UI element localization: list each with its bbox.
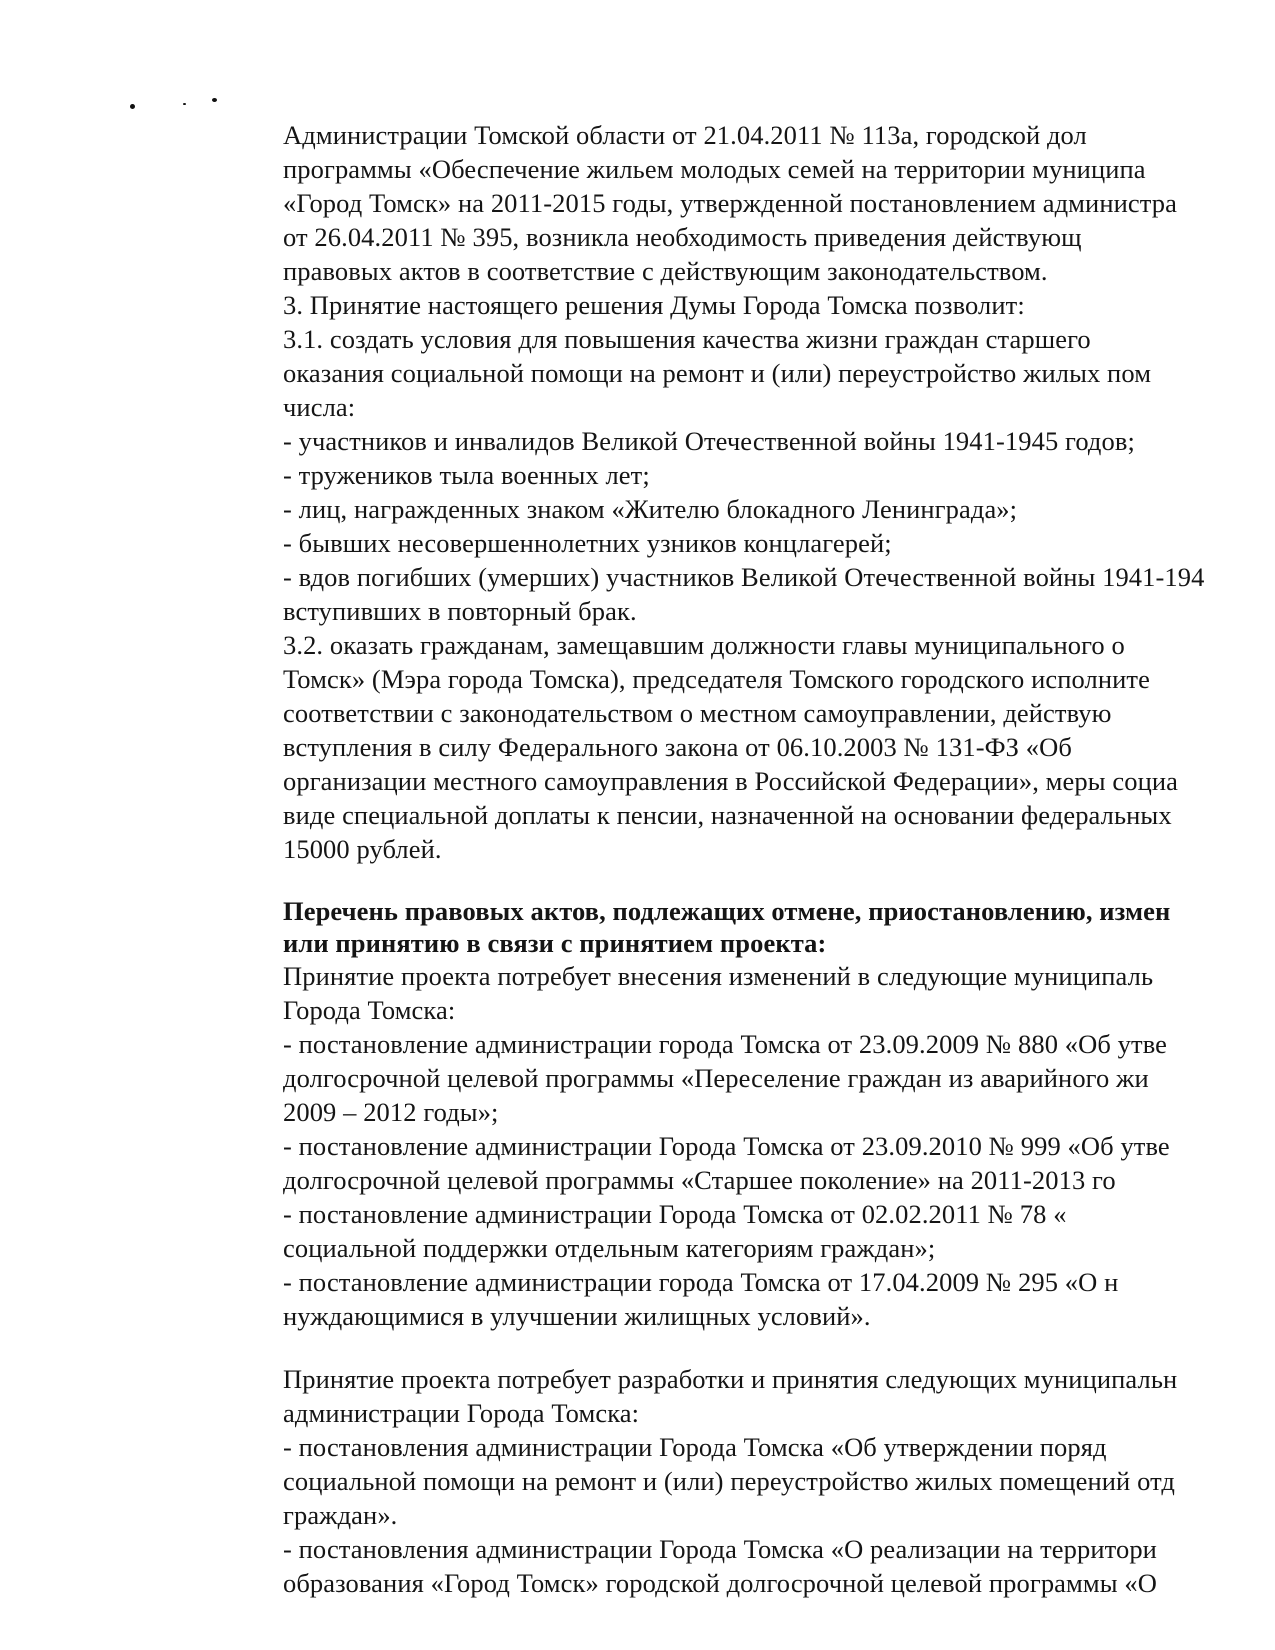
point-3: 3. Принятие настоящего решения Думы Города Томска позволит: bbox=[283, 290, 1025, 320]
new-act-item bbox=[283, 1532, 1275, 1600]
act-item bbox=[283, 1197, 1275, 1265]
text-line: Принятие проекта потребует внесения изменений в следующие муниципаль bbox=[283, 961, 1154, 991]
list-item: - бывших несовершеннолетних узников концлагерей; bbox=[283, 528, 892, 558]
point-3-1 bbox=[283, 322, 1275, 424]
text-line: 2009 – 2012 годы»; bbox=[283, 1097, 499, 1127]
scan-speck bbox=[183, 103, 186, 105]
text-line: организации местного самоуправления в Российской Федерации», меры социа bbox=[283, 766, 1179, 796]
text-line: Томск» (Мэра города Томска), председателя Томского городского исполните bbox=[283, 664, 1150, 694]
list-item: - участников и инвалидов Великой Отечественной войны 1941-1945 годов; bbox=[283, 426, 1135, 456]
paragraph-context bbox=[283, 118, 1275, 288]
text-line: соответствии с законодательством о местном самоуправлении, действую bbox=[283, 698, 1112, 728]
text-line: - постановление администрации Города Томска от 23.09.2010 № 999 «Об утве bbox=[283, 1131, 1170, 1161]
act-item bbox=[283, 1129, 1275, 1197]
text-line: 3.1. создать условия для повышения качества жизни граждан старшего bbox=[283, 324, 1091, 354]
heading-line: или принятию в связи с принятием проекта: bbox=[283, 928, 827, 958]
text-line: - постановления администрации Города Томска «Об утверждении поряд bbox=[283, 1432, 1107, 1462]
heading-line: Перечень правовых актов, подлежащих отмене, приостановлению, измен bbox=[283, 896, 1171, 926]
text-line: Города Томска: bbox=[283, 995, 456, 1025]
new-acts-intro bbox=[283, 1362, 1275, 1430]
text-line: администрации Города Томска: bbox=[283, 1398, 640, 1428]
spacer bbox=[283, 1333, 1275, 1362]
text-line: долгосрочной целевой программы «Переселение граждан из аварийного жи bbox=[283, 1063, 1149, 1093]
text-line: социальной помощи на ремонт и (или) переустройство жилых помещений отд bbox=[283, 1466, 1175, 1496]
text-line: - постановление администрации города Томска от 23.09.2009 № 880 «Об утве bbox=[283, 1029, 1168, 1059]
text-line: - постановление администрации Города Томска от 02.02.2011 № 78 « bbox=[283, 1199, 1067, 1229]
point-3-2 bbox=[283, 628, 1275, 866]
text-line: 3.2. оказать гражданам, замещавшим должности главы муниципального о bbox=[283, 630, 1125, 660]
text-line: числа: bbox=[283, 392, 356, 422]
spacer bbox=[283, 866, 1275, 895]
text-line: - постановление администрации города Томска от 17.04.2009 № 295 «О н bbox=[283, 1267, 1119, 1297]
text-line: образования «Город Томск» городской долгосрочной целевой программы «О bbox=[283, 1568, 1157, 1598]
list-item: - вдов погибших (умерших) участников Великой Отечественной войны 1941-194 bbox=[283, 562, 1205, 592]
act-item bbox=[283, 1265, 1275, 1333]
scan-speck bbox=[130, 104, 135, 109]
text-line: - постановления администрации Города Томска «О реализации на территори bbox=[283, 1534, 1157, 1564]
text-line: граждан». bbox=[283, 1500, 398, 1530]
scan-specks bbox=[125, 96, 235, 116]
text-line: долгосрочной целевой программы «Старшее поколение» на 2011-2013 го bbox=[283, 1165, 1116, 1195]
text-line: от 26.04.2011 № 395, возникла необходимость приведения действующ bbox=[283, 222, 1082, 252]
text-line: социальной поддержки отдельным категориям граждан»; bbox=[283, 1233, 936, 1263]
text-line: вступивших в повторный брак. bbox=[283, 596, 637, 626]
scan-speck bbox=[212, 98, 217, 102]
text-line: нуждающимися в улучшении жилищных условий». bbox=[283, 1301, 871, 1331]
act-item bbox=[283, 1027, 1275, 1129]
document-body bbox=[283, 118, 1275, 1600]
changes-intro bbox=[283, 959, 1275, 1027]
text-line: «Город Томск» на 2011-2015 годы, утвержденной постановлением администра bbox=[283, 188, 1177, 218]
text-line: виде специальной доплаты к пенсии, назначенной на основании федеральных bbox=[283, 800, 1172, 830]
text-line: программы «Обеспечение жильем молодых семей на территории муниципа bbox=[283, 154, 1146, 184]
text-line: оказания социальной помощи на ремонт и (или) переустройство жилых пом bbox=[283, 358, 1152, 388]
text-line: вступления в силу Федерального закона от 06.10.2003 № 131-ФЗ «Об bbox=[283, 732, 1072, 762]
text-line: Администрации Томской области от 21.04.2011 № 113а, городской дол bbox=[283, 120, 1087, 150]
text-line: правовых актов в соответствие с действующим законодательством. bbox=[283, 256, 1048, 286]
list-item: - тружеников тыла военных лет; bbox=[283, 460, 650, 490]
list-item: - лиц, награжденных знаком «Жителю блокадного Ленинграда»; bbox=[283, 494, 1018, 524]
new-act-item bbox=[283, 1430, 1275, 1532]
beneficiaries-list bbox=[283, 424, 1275, 628]
text-line: 15000 рублей. bbox=[283, 834, 442, 864]
section-heading bbox=[283, 895, 1275, 959]
text-line: Принятие проекта потребует разработки и принятия следующих муниципальн bbox=[283, 1364, 1178, 1394]
